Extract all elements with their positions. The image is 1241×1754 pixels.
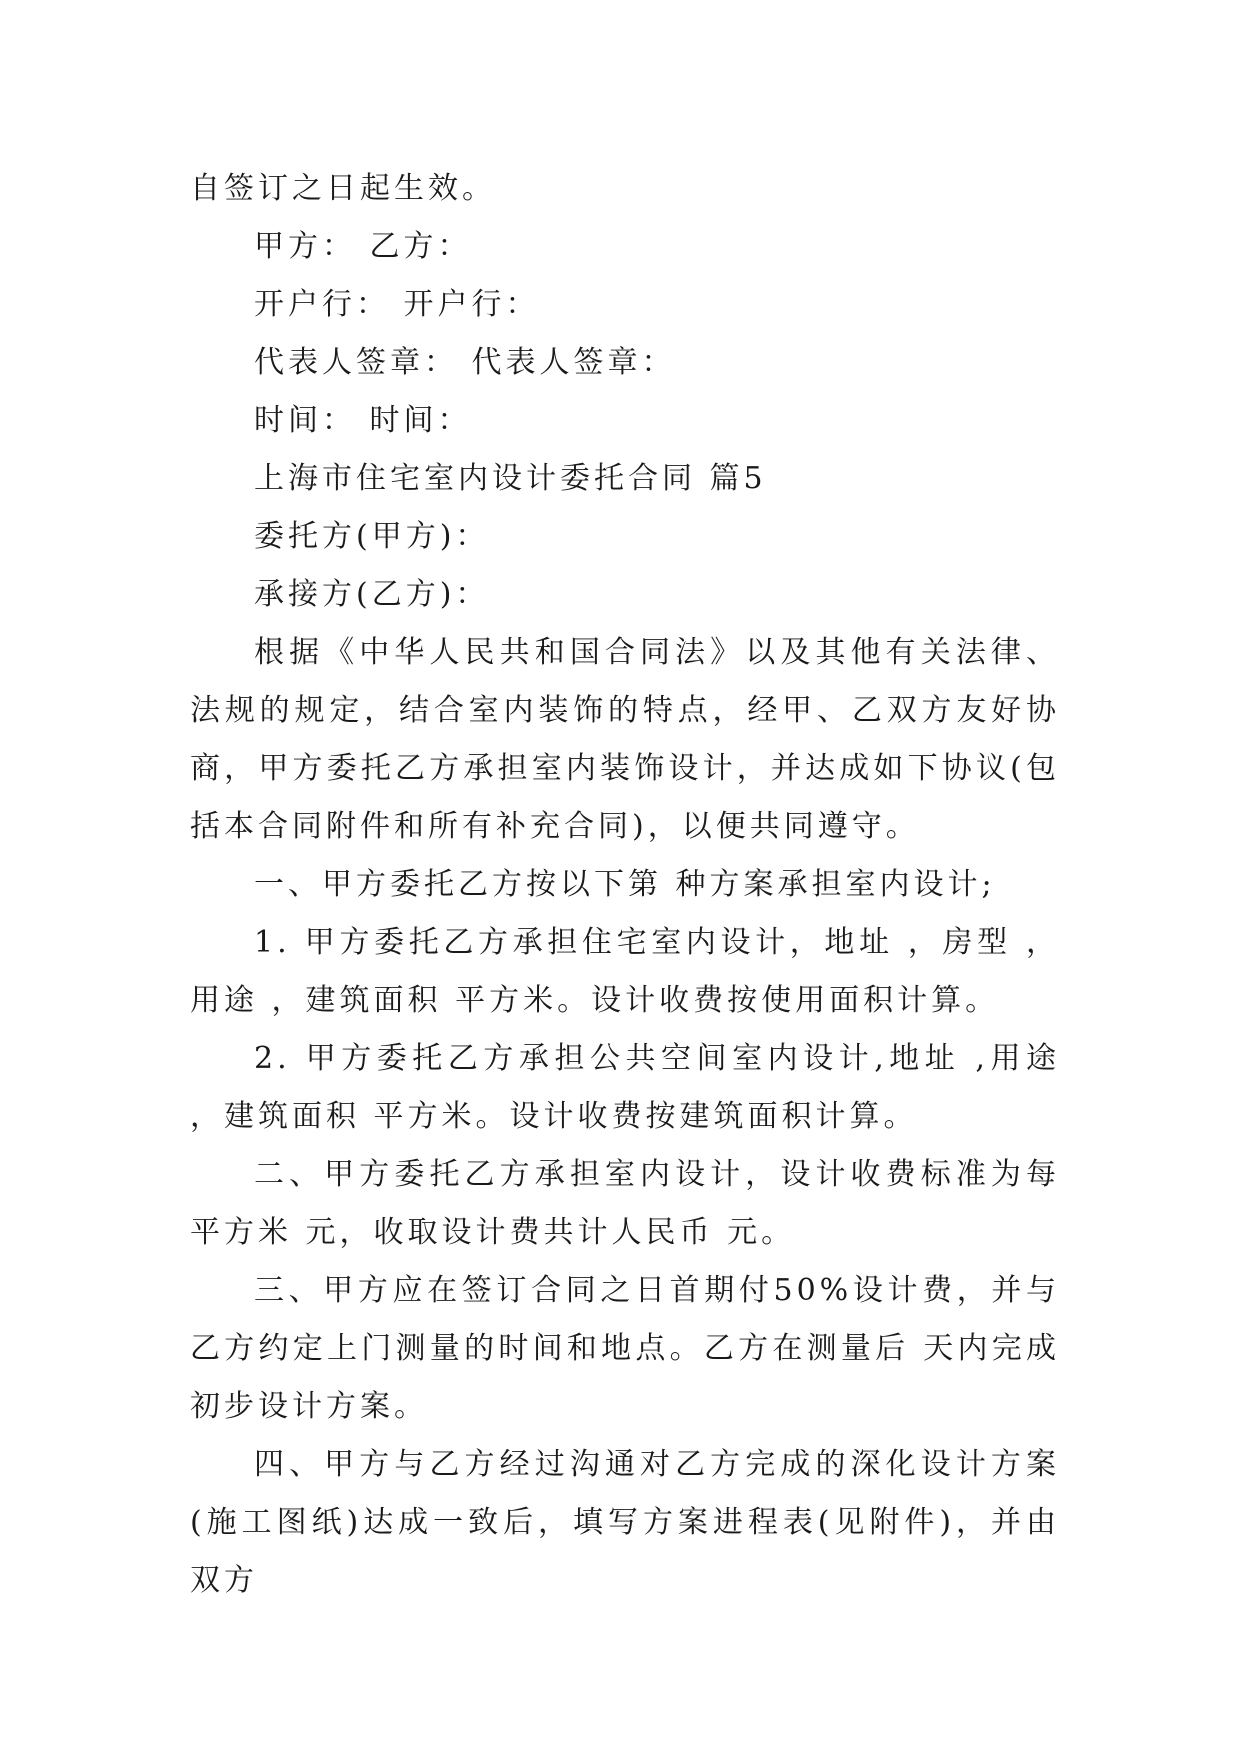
paragraph-preamble: 根据《中华人民共和国合同法》以及其他有关法律、法规的规定，结合室内装饰的特点，经甲、乙双方友好协商，甲方委托乙方承担室内装饰设计，并达成如下协议(包括本合同附件和所有补充合同)，以便共同遵守。 xyxy=(190,635,1060,844)
paragraph-effective-clause: 自签订之日起生效。 xyxy=(190,171,496,206)
paragraph-bank-line: 开户行： 开户行： xyxy=(254,287,540,322)
clause-one-item-2: 2. 甲方委托乙方承担公共空间室内设计,地址 ,用途 ，建筑面积 平方米。设计收费按建筑面积计算。 xyxy=(190,1041,1060,1134)
paragraph-client: 委托方(甲方)： xyxy=(254,519,490,554)
paragraph-date-line: 时间： 时间： xyxy=(254,403,472,438)
paragraph-party-line: 甲方： 乙方： xyxy=(254,229,472,264)
clause-one: 一、甲方委托乙方按以下第 种方案承担室内设计; xyxy=(254,867,996,902)
paragraph-representative-line: 代表人签章： 代表人签章： xyxy=(254,345,676,380)
clause-three: 三、甲方应在签订合同之日首期付50%设计费，并与乙方约定上门测量的时间和地点。乙方在测量后 天内完成初步设计方案。 xyxy=(190,1273,1060,1424)
clause-two: 二、甲方委托乙方承担室内设计，设计收费标准为每平方米 元，收取设计费共计人民币 元。 xyxy=(190,1157,1060,1250)
clause-one-item-1: 1. 甲方委托乙方承担住宅室内设计，地址 ，房型 ，用途 ，建筑面积 平方米。设计收费按使用面积计算。 xyxy=(190,925,1060,1018)
clause-four: 四、甲方与乙方经过沟通对乙方完成的深化设计方案(施工图纸)达成一致后，填写方案进程表(见附件)，并由双方 xyxy=(190,1447,1060,1598)
contract-title: 上海市住宅室内设计委托合同 篇5 xyxy=(254,461,767,496)
document-body xyxy=(190,160,1060,1610)
paragraph-contractor: 承接方(乙方)： xyxy=(254,577,490,612)
